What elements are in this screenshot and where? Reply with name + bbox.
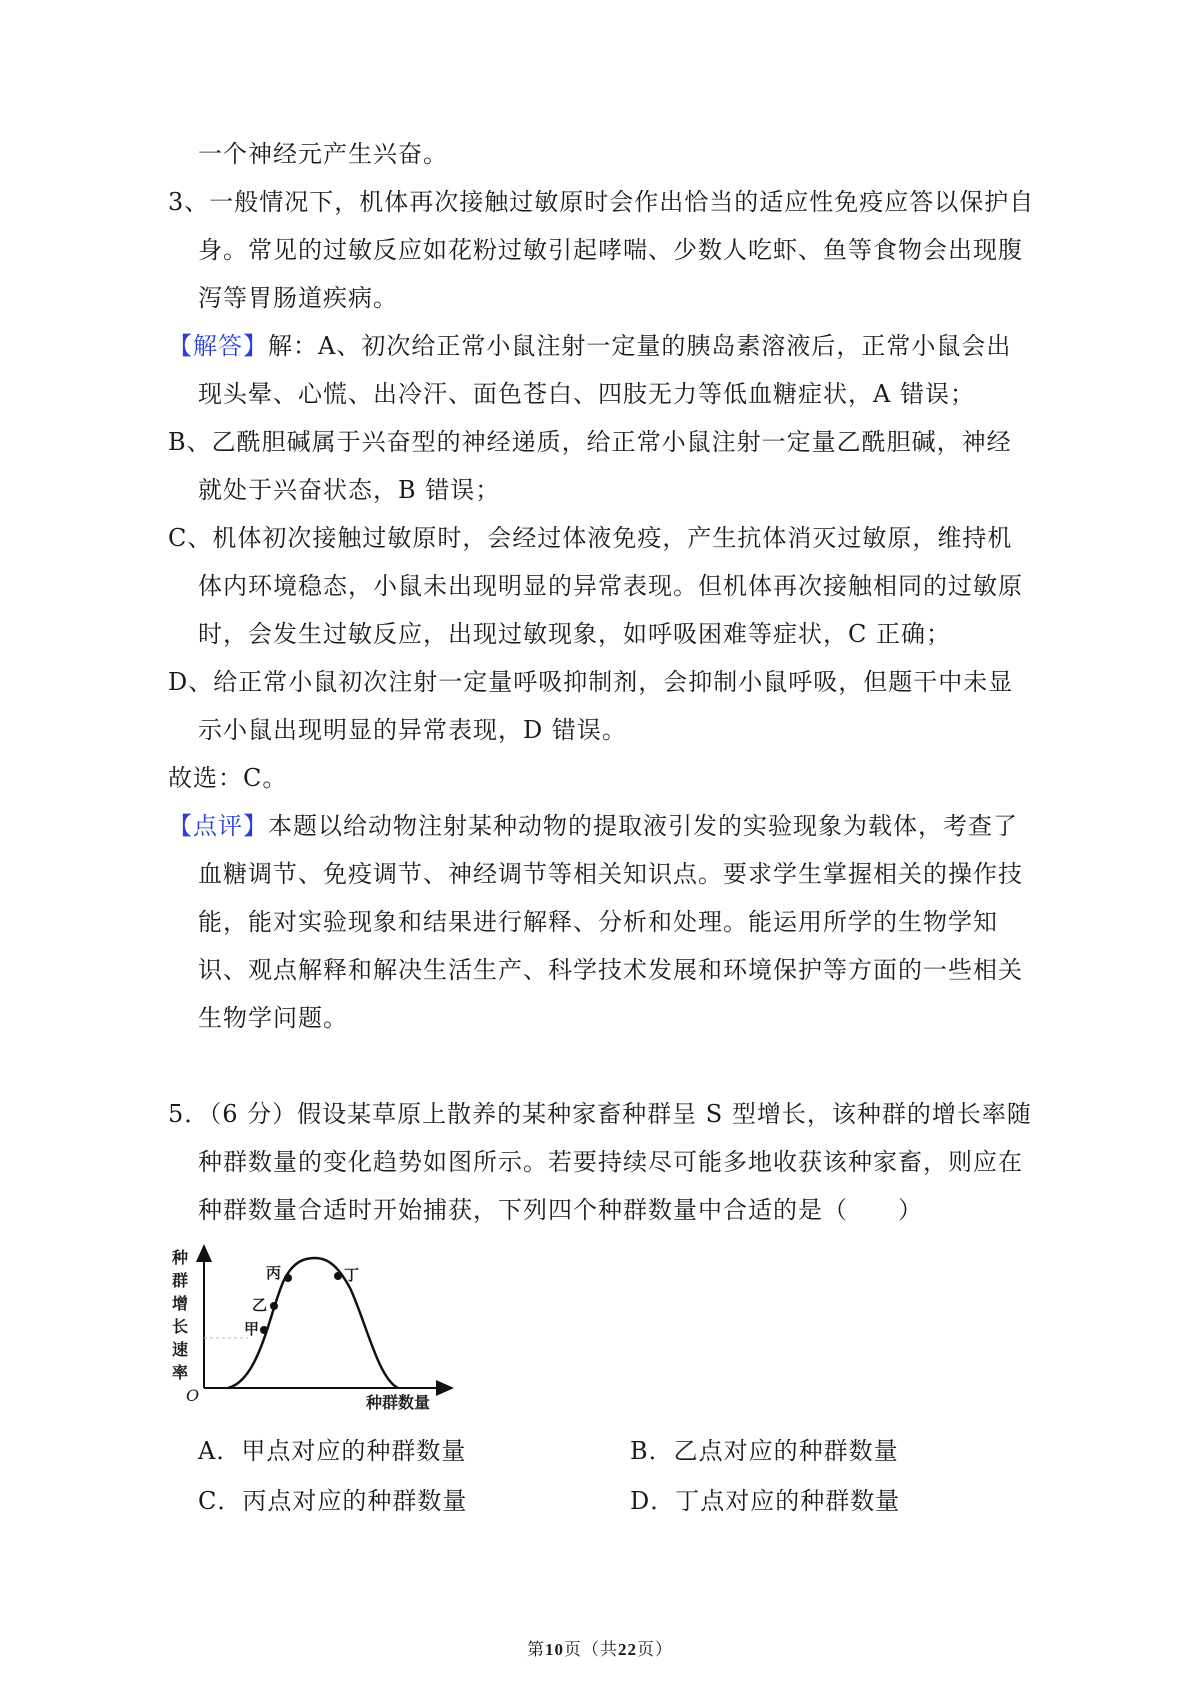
y-axis-label	[170, 1246, 190, 1384]
y-label-char: 增	[171, 1294, 188, 1313]
growth-rate-figure	[170, 1240, 500, 1415]
page-footer	[0, 1638, 1200, 1662]
text-line: 故选：C。	[168, 764, 288, 792]
answer-tag: 【解答】	[168, 332, 268, 360]
answer-paragraph	[168, 330, 1011, 362]
growth-rate-curve-diagram	[170, 1240, 500, 1415]
x-axis-label: 种群数量	[366, 1393, 431, 1412]
text-line: 身。常见的过敏反应如花粉过敏引起哮喘、少数人吃虾、鱼等食物会出现腹	[198, 236, 1023, 264]
comment-tag: 【点评】	[168, 812, 268, 840]
text-line: 时，会发生过敏反应，出现过敏现象，如呼吸困难等症状，C 正确；	[198, 620, 951, 648]
text-line: 血糖调节、免疫调节、神经调节等相关知识点。要求学生掌握相关的操作技	[198, 860, 1023, 888]
text-line: 就处于兴奋状态，B 错误；	[198, 476, 501, 504]
text-line: 本题以给动物注射某种动物的提取液引发的实验现象为载体，考查了	[268, 812, 1018, 840]
label-jia: 甲	[244, 1320, 260, 1338]
text-line: 能，能对实验现象和结果进行解释、分析和处理。能运用所学的生物学知	[198, 908, 998, 936]
text-line: 生物学问题。	[198, 1004, 348, 1032]
option-d: D．丁点对应的种群数量	[630, 1487, 901, 1515]
point-jia	[260, 1326, 268, 1334]
text-line: 解：A、初次给正常小鼠注射一定量的胰岛素溶液后，正常小鼠会出	[268, 332, 1012, 360]
footer-text: 页）	[637, 1640, 673, 1660]
text-line: 现头晕、心慌、出冷汗、面色苍白、四肢无力等低血糖症状，A 错误；	[198, 380, 975, 408]
point-bing	[284, 1274, 292, 1282]
option-a: A．甲点对应的种群数量	[198, 1437, 467, 1465]
option-b: B．乙点对应的种群数量	[630, 1437, 899, 1465]
text-line: C、机体初次接触过敏原时，会经过体液免疫，产生抗体消灭过敏原，维持机	[168, 524, 1013, 552]
option-c: C．丙点对应的种群数量	[198, 1487, 468, 1515]
text-line: 种群数量的变化趋势如图所示。若要持续尽可能多地收获该种家畜，则应在	[198, 1148, 1023, 1176]
text-line: 示小鼠出现明显的异常表现，D 错误。	[198, 716, 627, 744]
point-ding	[334, 1272, 342, 1280]
question-5: 5．（6 分）假设某草原上散养的某种家畜种群呈 S 型增长，该种群的增长率随	[168, 1100, 1032, 1128]
text-line: 体内环境稳态，小鼠未出现明显的异常表现。但机体再次接触相同的过敏原	[198, 572, 1023, 600]
label-ding: 丁	[344, 1266, 360, 1284]
y-label-char: 群	[171, 1271, 188, 1290]
text-line: 种群数量合适时开始捕获，下列四个种群数量中合适的是（ ）	[198, 1196, 923, 1224]
text-line: 一个神经元产生兴奋。	[198, 140, 448, 168]
origin-label: O	[186, 1386, 200, 1405]
footer-text: 页（共	[564, 1640, 618, 1660]
text-line: 3、一般情况下，机体再次接触过敏原时会作出恰当的适应性免疫应答以保护自	[168, 188, 1035, 216]
text-line: 泻等胃肠道疾病。	[198, 284, 398, 312]
comment-paragraph	[168, 810, 1018, 842]
total-pages: 22	[618, 1640, 637, 1659]
text-line: 识、观点解释和解决生活生产、科学技术发展和环境保护等方面的一些相关	[198, 956, 1023, 984]
footer-text: 第	[527, 1640, 545, 1660]
y-label-char: 长	[171, 1317, 188, 1336]
y-label-char: 速	[171, 1340, 188, 1359]
y-label-char: 种	[171, 1248, 188, 1267]
text-line: B、乙酰胆碱属于兴奋型的神经递质，给正常小鼠注射一定量乙酰胆碱，神经	[168, 428, 1012, 456]
point-yi	[270, 1302, 278, 1310]
label-yi: 乙	[252, 1296, 268, 1314]
label-bing: 丙	[266, 1264, 282, 1282]
y-label-char: 率	[171, 1363, 188, 1382]
page-number: 10	[545, 1640, 564, 1659]
text-line: D、给正常小鼠初次注射一定量呼吸抑制剂，会抑制小鼠呼吸，但题干中未显	[168, 668, 1014, 696]
